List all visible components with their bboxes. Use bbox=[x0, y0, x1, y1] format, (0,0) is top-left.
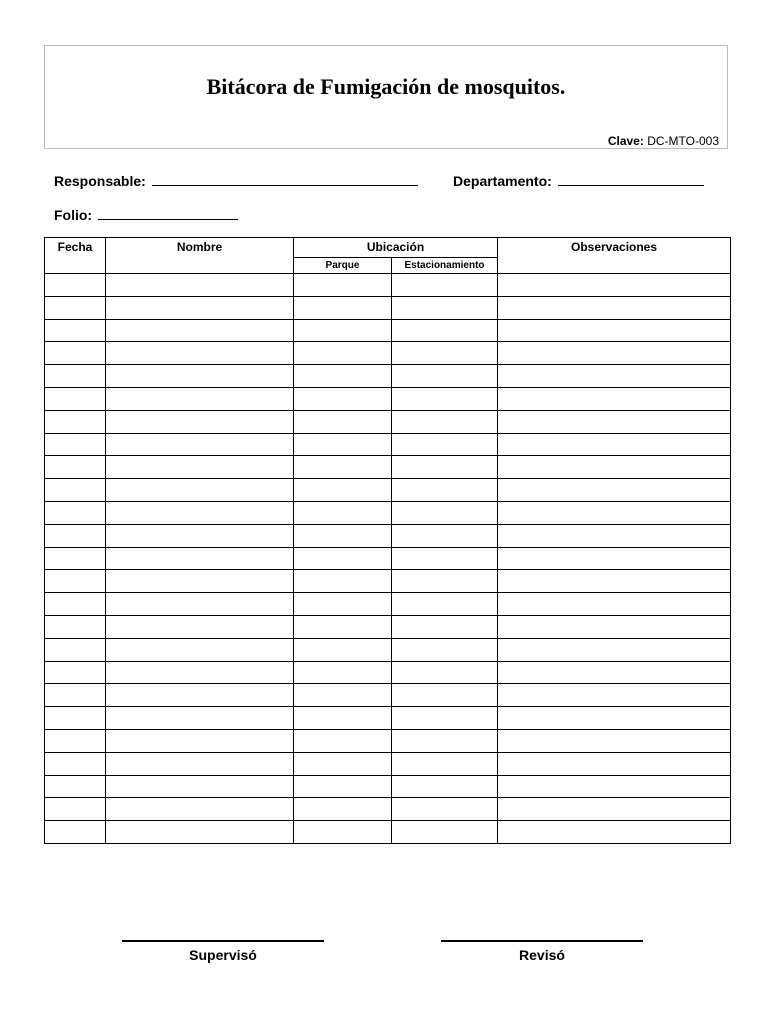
cell-nombre[interactable] bbox=[106, 707, 294, 730]
cell-estacionamiento[interactable] bbox=[392, 821, 498, 844]
cell-parque[interactable] bbox=[294, 570, 392, 593]
cell-fecha[interactable] bbox=[45, 433, 106, 456]
cell-fecha[interactable] bbox=[45, 501, 106, 524]
cell-observaciones[interactable] bbox=[498, 593, 731, 616]
table-row bbox=[45, 684, 731, 707]
cell-fecha[interactable] bbox=[45, 615, 106, 638]
table-row bbox=[45, 615, 731, 638]
cell-fecha[interactable] bbox=[45, 707, 106, 730]
table-row bbox=[45, 775, 731, 798]
cell-observaciones[interactable] bbox=[498, 274, 731, 297]
cell-observaciones[interactable] bbox=[498, 798, 731, 821]
table-row bbox=[45, 570, 731, 593]
cell-estacionamiento[interactable] bbox=[392, 296, 498, 319]
cell-observaciones[interactable] bbox=[498, 479, 731, 502]
cell-fecha[interactable] bbox=[45, 661, 106, 684]
table-row bbox=[45, 729, 731, 752]
cell-observaciones[interactable] bbox=[498, 547, 731, 570]
cell-nombre[interactable] bbox=[106, 524, 294, 547]
signature-line[interactable] bbox=[122, 940, 324, 942]
cell-observaciones[interactable] bbox=[498, 433, 731, 456]
cell-estacionamiento[interactable] bbox=[392, 752, 498, 775]
cell-fecha[interactable] bbox=[45, 456, 106, 479]
cell-parque[interactable] bbox=[294, 729, 392, 752]
table-row bbox=[45, 501, 731, 524]
cell-nombre[interactable] bbox=[106, 479, 294, 502]
cell-estacionamiento[interactable] bbox=[392, 433, 498, 456]
cell-fecha[interactable] bbox=[45, 821, 106, 844]
code-label: Clave: bbox=[607, 134, 644, 148]
cell-parque[interactable] bbox=[294, 319, 392, 342]
cell-fecha[interactable] bbox=[45, 524, 106, 547]
cell-estacionamiento[interactable] bbox=[392, 775, 498, 798]
signature-line[interactable] bbox=[441, 940, 643, 942]
document-title: Bitácora de Fumigación de mosquitos. bbox=[206, 74, 566, 99]
cell-nombre[interactable] bbox=[106, 798, 294, 821]
cell-fecha[interactable] bbox=[45, 638, 106, 661]
cell-parque[interactable] bbox=[294, 821, 392, 844]
cell-fecha[interactable] bbox=[45, 775, 106, 798]
table-row bbox=[45, 479, 731, 502]
cell-fecha[interactable] bbox=[45, 365, 106, 388]
cell-nombre[interactable] bbox=[106, 456, 294, 479]
cell-observaciones[interactable] bbox=[498, 410, 731, 433]
signature-reviewed bbox=[441, 940, 643, 963]
cell-observaciones[interactable] bbox=[498, 775, 731, 798]
table-row bbox=[45, 456, 731, 479]
cell-nombre[interactable] bbox=[106, 319, 294, 342]
cell-estacionamiento[interactable] bbox=[392, 479, 498, 502]
table-row bbox=[45, 752, 731, 775]
cell-nombre[interactable] bbox=[106, 661, 294, 684]
cell-parque[interactable] bbox=[294, 274, 392, 297]
signature-reviewed-label: Revisó bbox=[519, 947, 565, 963]
cell-observaciones[interactable] bbox=[498, 296, 731, 319]
cell-nombre[interactable] bbox=[106, 775, 294, 798]
table-row bbox=[45, 661, 731, 684]
table-row bbox=[45, 365, 731, 388]
cell-estacionamiento[interactable] bbox=[392, 593, 498, 616]
cell-parque[interactable] bbox=[294, 661, 392, 684]
cell-nombre[interactable] bbox=[106, 570, 294, 593]
cell-estacionamiento[interactable] bbox=[392, 456, 498, 479]
cell-nombre[interactable] bbox=[106, 342, 294, 365]
table-row bbox=[45, 707, 731, 730]
table-row bbox=[45, 524, 731, 547]
cell-observaciones[interactable] bbox=[498, 319, 731, 342]
cell-parque[interactable] bbox=[294, 433, 392, 456]
cell-estacionamiento[interactable] bbox=[392, 615, 498, 638]
cell-parque[interactable] bbox=[294, 501, 392, 524]
cell-observaciones[interactable] bbox=[498, 638, 731, 661]
cell-fecha[interactable] bbox=[45, 410, 106, 433]
table-row bbox=[45, 433, 731, 456]
cell-estacionamiento[interactable] bbox=[392, 570, 498, 593]
table-row bbox=[45, 274, 731, 297]
cell-estacionamiento[interactable] bbox=[392, 638, 498, 661]
cell-observaciones[interactable] bbox=[498, 684, 731, 707]
cell-fecha[interactable] bbox=[45, 547, 106, 570]
table-row bbox=[45, 593, 731, 616]
col-header-nombre: Nombre bbox=[106, 238, 294, 274]
cell-observaciones[interactable] bbox=[498, 456, 731, 479]
col-header-observaciones: Observaciones bbox=[498, 238, 731, 274]
cell-parque[interactable] bbox=[294, 365, 392, 388]
cell-parque[interactable] bbox=[294, 638, 392, 661]
cell-fecha[interactable] bbox=[45, 798, 106, 821]
departamento-field bbox=[453, 171, 704, 189]
cell-nombre[interactable] bbox=[106, 729, 294, 752]
cell-observaciones[interactable] bbox=[498, 821, 731, 844]
cell-fecha[interactable] bbox=[45, 570, 106, 593]
cell-estacionamiento[interactable] bbox=[392, 501, 498, 524]
table-row bbox=[45, 638, 731, 661]
cell-nombre[interactable] bbox=[106, 387, 294, 410]
cell-estacionamiento[interactable] bbox=[392, 661, 498, 684]
cell-nombre[interactable] bbox=[106, 365, 294, 388]
cell-nombre[interactable] bbox=[106, 615, 294, 638]
cell-nombre[interactable] bbox=[106, 593, 294, 616]
cell-parque[interactable] bbox=[294, 547, 392, 570]
col-header-fecha: Fecha bbox=[45, 238, 106, 274]
cell-estacionamiento[interactable] bbox=[392, 524, 498, 547]
cell-fecha[interactable] bbox=[45, 593, 106, 616]
cell-estacionamiento[interactable] bbox=[392, 707, 498, 730]
cell-fecha[interactable] bbox=[45, 479, 106, 502]
cell-fecha[interactable] bbox=[45, 274, 106, 297]
table-row bbox=[45, 798, 731, 821]
folio-label: Folio: bbox=[54, 207, 93, 223]
cell-observaciones[interactable] bbox=[498, 387, 731, 410]
cell-estacionamiento[interactable] bbox=[392, 798, 498, 821]
cell-estacionamiento[interactable] bbox=[392, 342, 498, 365]
cell-nombre[interactable] bbox=[106, 752, 294, 775]
responsable-field bbox=[54, 171, 418, 189]
cell-nombre[interactable] bbox=[106, 638, 294, 661]
col-header-parque: Parque bbox=[294, 258, 392, 274]
cell-observaciones[interactable] bbox=[498, 615, 731, 638]
signature-supervised-label: Supervisó bbox=[189, 947, 257, 963]
cell-parque[interactable] bbox=[294, 593, 392, 616]
table-row bbox=[45, 296, 731, 319]
col-header-ubicacion: Ubicación bbox=[294, 238, 498, 258]
folio-line[interactable] bbox=[98, 205, 238, 220]
cell-nombre[interactable] bbox=[106, 501, 294, 524]
cell-parque[interactable] bbox=[294, 387, 392, 410]
cell-nombre[interactable] bbox=[106, 433, 294, 456]
cell-parque[interactable] bbox=[294, 342, 392, 365]
cell-parque[interactable] bbox=[294, 684, 392, 707]
cell-estacionamiento[interactable] bbox=[392, 319, 498, 342]
fumigation-log-table bbox=[44, 237, 731, 844]
cell-observaciones[interactable] bbox=[498, 752, 731, 775]
cell-parque[interactable] bbox=[294, 410, 392, 433]
cell-nombre[interactable] bbox=[106, 547, 294, 570]
table-row bbox=[45, 821, 731, 844]
table-body bbox=[45, 274, 731, 844]
cell-observaciones[interactable] bbox=[498, 570, 731, 593]
responsable-line[interactable] bbox=[152, 171, 418, 186]
cell-estacionamiento[interactable] bbox=[392, 274, 498, 297]
cell-estacionamiento[interactable] bbox=[392, 729, 498, 752]
cell-observaciones[interactable] bbox=[498, 365, 731, 388]
cell-parque[interactable] bbox=[294, 707, 392, 730]
cell-nombre[interactable] bbox=[106, 274, 294, 297]
cell-fecha[interactable] bbox=[45, 296, 106, 319]
cell-observaciones[interactable] bbox=[498, 342, 731, 365]
col-header-estacionamiento: Estacionamiento bbox=[392, 258, 498, 274]
cell-fecha[interactable] bbox=[45, 342, 106, 365]
cell-estacionamiento[interactable] bbox=[392, 410, 498, 433]
cell-parque[interactable] bbox=[294, 752, 392, 775]
cell-fecha[interactable] bbox=[45, 729, 106, 752]
cell-observaciones[interactable] bbox=[498, 501, 731, 524]
table-row bbox=[45, 547, 731, 570]
cell-parque[interactable] bbox=[294, 524, 392, 547]
cell-fecha[interactable] bbox=[45, 319, 106, 342]
cell-nombre[interactable] bbox=[106, 821, 294, 844]
cell-estacionamiento[interactable] bbox=[392, 684, 498, 707]
cell-nombre[interactable] bbox=[106, 296, 294, 319]
folio-field bbox=[54, 205, 238, 223]
document-header bbox=[44, 45, 728, 149]
cell-fecha[interactable] bbox=[45, 752, 106, 775]
cell-fecha[interactable] bbox=[45, 684, 106, 707]
cell-estacionamiento[interactable] bbox=[392, 547, 498, 570]
code-value: DC-MTO-003 bbox=[647, 134, 719, 148]
cell-observaciones[interactable] bbox=[498, 661, 731, 684]
cell-fecha[interactable] bbox=[45, 387, 106, 410]
cell-parque[interactable] bbox=[294, 775, 392, 798]
cell-parque[interactable] bbox=[294, 798, 392, 821]
departamento-label: Departamento: bbox=[453, 173, 552, 189]
cell-estacionamiento[interactable] bbox=[392, 387, 498, 410]
table-row bbox=[45, 342, 731, 365]
cell-parque[interactable] bbox=[294, 479, 392, 502]
departamento-line[interactable] bbox=[558, 171, 704, 186]
table-row bbox=[45, 319, 731, 342]
cell-observaciones[interactable] bbox=[498, 729, 731, 752]
cell-observaciones[interactable] bbox=[498, 524, 731, 547]
signature-supervised bbox=[122, 940, 324, 963]
table-row bbox=[45, 387, 731, 410]
responsable-label: Responsable: bbox=[54, 173, 146, 189]
cell-observaciones[interactable] bbox=[498, 707, 731, 730]
cell-parque[interactable] bbox=[294, 296, 392, 319]
table-row bbox=[45, 410, 731, 433]
document-code bbox=[608, 134, 719, 148]
cell-nombre[interactable] bbox=[106, 410, 294, 433]
cell-parque[interactable] bbox=[294, 615, 392, 638]
cell-nombre[interactable] bbox=[106, 684, 294, 707]
cell-parque[interactable] bbox=[294, 456, 392, 479]
cell-estacionamiento[interactable] bbox=[392, 365, 498, 388]
